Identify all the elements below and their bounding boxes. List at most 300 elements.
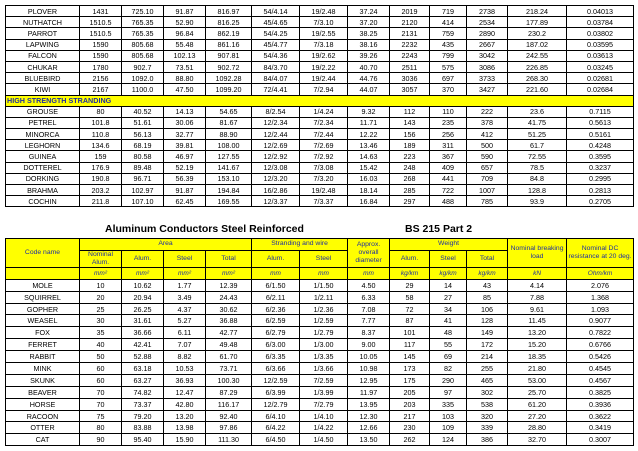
table-cell: 7/3.18: [300, 39, 348, 50]
table-cell: 12.95: [348, 374, 390, 386]
table-cell: 35: [80, 327, 122, 339]
table-cell: 2232: [390, 39, 430, 50]
table-cell: 725.10: [122, 6, 164, 17]
table-cell: 11.71: [348, 117, 390, 128]
header-area-steel: Steel: [164, 250, 206, 267]
table-cell: 70: [80, 398, 122, 410]
table-row: [6, 39, 634, 50]
table-cell: 1/4.50: [300, 434, 348, 446]
unit-cell: mm²: [122, 267, 164, 279]
table-cell: 12.22: [348, 129, 390, 140]
table-cell: 7.77: [348, 315, 390, 327]
table-cell: 26.25: [122, 303, 164, 315]
table-cell: 73.71: [206, 363, 252, 375]
table-cell: 13.46: [348, 140, 390, 151]
table-cell: 907.81: [206, 50, 252, 61]
table-cell: 0.4248: [567, 140, 634, 151]
table-cell: 27: [430, 291, 467, 303]
table-row: [6, 84, 634, 95]
table-cell: 7/2.69: [300, 140, 348, 151]
table-cell: 61.70: [206, 351, 252, 363]
table-cell: 1/4.22: [300, 422, 348, 434]
code-name-cell: HORSE: [6, 398, 80, 410]
unit-cell: mm²: [164, 267, 206, 279]
table-cell: 223: [390, 151, 430, 162]
table-cell: 15.20: [508, 339, 567, 351]
table-cell: 1092.28: [206, 73, 252, 84]
code-name-cell: OTTER: [6, 422, 80, 434]
table-cell: 205: [390, 386, 430, 398]
table-row: [6, 327, 634, 339]
header-breaking-load: Nominal breaking load: [508, 239, 567, 268]
header-strand-steel: Steel: [300, 250, 348, 267]
code-name-cell: SKUNK: [6, 374, 80, 386]
unit-cell: kg/km: [430, 267, 467, 279]
header-approx-diameter: Approx. overall diameter: [348, 239, 390, 268]
unit-cell: kg/km: [390, 267, 430, 279]
table-row: [6, 6, 634, 17]
table-cell: 20: [80, 291, 122, 303]
table-cell: 84.8: [508, 173, 567, 184]
table-cell: 54/4.14: [252, 6, 300, 17]
table-cell: 80.58: [122, 151, 164, 162]
table-cell: 85: [467, 291, 508, 303]
table-cell: 0.7822: [567, 327, 634, 339]
table-cell: 0.6766: [567, 339, 634, 351]
table-cell: 173: [390, 363, 430, 375]
header-area-alum: Alum.: [122, 250, 164, 267]
table-cell: 95.40: [122, 434, 164, 446]
table-cell: 1431: [80, 6, 122, 17]
top-table-body-b: [6, 106, 634, 207]
table-row: [6, 386, 634, 398]
table-cell: 0.2995: [567, 173, 634, 184]
table-cell: 8/2.54: [252, 106, 300, 117]
table-cell: 124: [430, 434, 467, 446]
table-cell: 52.88: [122, 351, 164, 363]
table-cell: 42.77: [206, 327, 252, 339]
table-cell: 2156: [80, 73, 122, 84]
code-name-cell: DOTTEREL: [6, 162, 80, 173]
table-cell: 290: [430, 374, 467, 386]
table-cell: 72/4.41: [252, 84, 300, 95]
table-cell: 0.3825: [567, 386, 634, 398]
table-title: Aluminum Conductors Steel Reinforced: [105, 223, 304, 235]
table-cell: 34: [430, 303, 467, 315]
table-cell: 18.35: [508, 351, 567, 363]
table-cell: 6/4.22: [252, 422, 300, 434]
table-cell: 102.97: [122, 185, 164, 196]
table-cell: 268: [390, 173, 430, 184]
table-cell: 14.63: [348, 151, 390, 162]
table-cell: 40.70: [348, 61, 390, 72]
code-name-cell: LEGHORN: [6, 140, 80, 151]
section-header: [6, 95, 634, 106]
table-cell: 719: [430, 6, 467, 17]
table-cell: 50: [80, 351, 122, 363]
table-cell: 60: [80, 363, 122, 375]
table-cell: 335: [430, 398, 467, 410]
table-cell: 109: [430, 422, 467, 434]
table-cell: 46.97: [164, 151, 206, 162]
table-cell: 7.08: [348, 303, 390, 315]
code-name-cell: CAT: [6, 434, 80, 446]
table-cell: 6/4.50: [252, 434, 300, 446]
table-cell: 78.5: [508, 162, 567, 173]
acsr-table-body: [6, 279, 634, 445]
code-name-cell: FERRET: [6, 339, 80, 351]
table-cell: 68.19: [122, 140, 164, 151]
table-cell: 54/4.25: [252, 28, 300, 39]
table-cell: 230.2: [508, 28, 567, 39]
table-cell: 3086: [467, 61, 508, 72]
code-name-cell: NUTHATCH: [6, 17, 80, 28]
table-cell: 7/2.34: [300, 117, 348, 128]
table-cell: 47.50: [164, 84, 206, 95]
table-cell: 80: [80, 422, 122, 434]
table-row: [6, 291, 634, 303]
table-cell: 367: [430, 151, 467, 162]
table-cell: 235: [430, 117, 467, 128]
table-cell: 12.30: [348, 410, 390, 422]
table-cell: 13.98: [164, 422, 206, 434]
table-cell: 412: [467, 129, 508, 140]
table-cell: 6/2.36: [252, 303, 300, 315]
unit-cell: kN: [508, 267, 567, 279]
table-cell: 722: [430, 185, 467, 196]
table-cell: 55: [430, 339, 467, 351]
table-cell: 37.24: [348, 6, 390, 17]
table-cell: 386: [467, 434, 508, 446]
table-cell: 7/3.10: [300, 17, 348, 28]
table-cell: 6.33: [348, 291, 390, 303]
table-cell: 12/3.20: [252, 173, 300, 184]
table-cell: 709: [467, 173, 508, 184]
table-cell: 41: [430, 315, 467, 327]
table-cell: 3057: [390, 84, 430, 95]
table-cell: 30: [80, 315, 122, 327]
table-row: [6, 140, 634, 151]
table-cell: 156: [390, 129, 430, 140]
table-cell: 7/3.08: [300, 162, 348, 173]
code-name-cell: LAPWING: [6, 39, 80, 50]
table-cell: 42.80: [164, 398, 206, 410]
table-row: [6, 106, 634, 117]
unit-cell: mm: [300, 267, 348, 279]
table-cell: 0.03802: [567, 28, 634, 39]
table-cell: 785: [467, 196, 508, 207]
table-cell: 2131: [390, 28, 430, 39]
table-cell: 8.37: [348, 327, 390, 339]
table-cell: 93.9: [508, 196, 567, 207]
unit-cell: kg/km: [467, 267, 508, 279]
table-cell: 816.97: [206, 6, 252, 17]
table-cell: 10.62: [122, 279, 164, 291]
table-cell: 7/2.59: [300, 374, 348, 386]
table-cell: 56.39: [164, 173, 206, 184]
table-row: [6, 173, 634, 184]
table-cell: 409: [430, 162, 467, 173]
table-cell: 16.84: [348, 196, 390, 207]
table-cell: 500: [467, 140, 508, 151]
table-cell: 45/4.65: [252, 17, 300, 28]
table-row: [6, 196, 634, 207]
table-cell: 82: [430, 363, 467, 375]
table-cell: 6/3.00: [252, 339, 300, 351]
table-cell: 10.98: [348, 363, 390, 375]
section-label-high-strength: HIGH STRENGTH STRANDING: [6, 95, 634, 106]
table-cell: 41.75: [508, 117, 567, 128]
table-cell: 62.45: [164, 196, 206, 207]
table-cell: 19/2.62: [300, 50, 348, 61]
table-cell: 21.80: [508, 363, 567, 375]
table-cell: 1/2.11: [300, 291, 348, 303]
table-cell: 3.49: [164, 291, 206, 303]
table-cell: 74.82: [122, 386, 164, 398]
table-cell: 45/4.77: [252, 39, 300, 50]
table-cell: 339: [467, 422, 508, 434]
table-cell: 3427: [467, 84, 508, 95]
table-cell: 218.24: [508, 6, 567, 17]
table-cell: 1/4.24: [300, 106, 348, 117]
table-cell: 242.55: [508, 50, 567, 61]
table-cell: 1.368: [567, 291, 634, 303]
table-row: [6, 162, 634, 173]
table-cell: 40: [80, 339, 122, 351]
table-cell: 73.51: [164, 61, 206, 72]
table-cell: 96.84: [164, 28, 206, 39]
code-name-cell: BEAVER: [6, 386, 80, 398]
table-row: [6, 315, 634, 327]
table-cell: 73.37: [122, 398, 164, 410]
table-cell: 902.72: [206, 61, 252, 72]
table-row: [6, 129, 634, 140]
code-name-cell: FOX: [6, 327, 80, 339]
standard-label: BS 215 Part 2: [405, 223, 473, 235]
header-strand-alum: Alum.: [252, 250, 300, 267]
table-cell: 0.4567: [567, 374, 634, 386]
table-cell: 58: [390, 291, 430, 303]
table-cell: 48: [430, 327, 467, 339]
table-cell: 49.48: [206, 339, 252, 351]
table-cell: 12/3.37: [252, 196, 300, 207]
table-cell: 13.95: [348, 398, 390, 410]
table-cell: 805.68: [122, 39, 164, 50]
table-cell: 7/3.20: [300, 173, 348, 184]
table-cell: 38.16: [348, 39, 390, 50]
table-cell: 128: [467, 315, 508, 327]
table-cell: 657: [467, 162, 508, 173]
table-cell: 56.13: [122, 129, 164, 140]
table-cell: 0.03245: [567, 61, 634, 72]
table-cell: 7.07: [164, 339, 206, 351]
table-cell: 51.25: [508, 129, 567, 140]
table-cell: 3036: [390, 73, 430, 84]
table-cell: 1.093: [567, 303, 634, 315]
table-cell: 2511: [390, 61, 430, 72]
table-row: [6, 61, 634, 72]
table-cell: 16.03: [348, 173, 390, 184]
table-cell: 63.18: [122, 363, 164, 375]
table-cell: 89.48: [122, 162, 164, 173]
table-cell: 37.20: [348, 17, 390, 28]
table-cell: 0.3007: [567, 434, 634, 446]
table-cell: 2.076: [567, 279, 634, 291]
table-cell: 172: [467, 339, 508, 351]
table-cell: 12/2.79: [252, 398, 300, 410]
table-cell: 69: [430, 351, 467, 363]
table-row: [6, 422, 634, 434]
table-cell: 60: [80, 374, 122, 386]
table-cell: 80: [80, 106, 122, 117]
table-row: [6, 117, 634, 128]
table-cell: 6/2.11: [252, 291, 300, 303]
table-cell: 10.53: [164, 363, 206, 375]
table-cell: 117: [390, 339, 430, 351]
table-cell: 6/2.59: [252, 315, 300, 327]
table-cell: 43: [467, 279, 508, 291]
table-cell: 0.2813: [567, 185, 634, 196]
table-cell: 88.90: [206, 129, 252, 140]
table-cell: 9.00: [348, 339, 390, 351]
table-cell: 370: [430, 84, 467, 95]
table-cell: 0.03595: [567, 39, 634, 50]
table-cell: 61.7: [508, 140, 567, 151]
table-cell: 1/3.00: [300, 339, 348, 351]
table-cell: 92.40: [206, 410, 252, 422]
table-cell: 861.16: [206, 39, 252, 50]
table-cell: 12.66: [348, 422, 390, 434]
table-cell: 799: [430, 50, 467, 61]
table-row: [6, 398, 634, 410]
table-cell: 159: [80, 151, 122, 162]
header-dc-resistance: Nominal DC resistance at 20 deg.: [567, 239, 634, 268]
table-cell: 107.10: [122, 196, 164, 207]
code-name-cell: PARROT: [6, 28, 80, 39]
table-cell: 285: [390, 185, 430, 196]
table-cell: 230: [390, 422, 430, 434]
table-cell: 4.14: [508, 279, 567, 291]
table-cell: 222: [467, 106, 508, 117]
table-cell: 0.7115: [567, 106, 634, 117]
table-cell: 6/3.66: [252, 363, 300, 375]
table-cell: 1/2.36: [300, 303, 348, 315]
table-cell: 575: [430, 61, 467, 72]
table-cell: 40.52: [122, 106, 164, 117]
table-cell: 169.55: [206, 196, 252, 207]
table-cell: 697: [430, 73, 467, 84]
table-cell: 61.20: [508, 398, 567, 410]
table-cell: 81.67: [206, 117, 252, 128]
table-cell: 134.6: [80, 140, 122, 151]
table-cell: 32.77: [164, 129, 206, 140]
table-cell: 0.03613: [567, 50, 634, 61]
table-cell: 190.8: [80, 173, 122, 184]
table-cell: 4.37: [164, 303, 206, 315]
table-cell: 2534: [467, 17, 508, 28]
table-cell: 7.88: [508, 291, 567, 303]
code-name-cell: BRAHMA: [6, 185, 80, 196]
table-cell: 127.55: [206, 151, 252, 162]
table-cell: 0.5613: [567, 117, 634, 128]
conductor-table-acsr: [5, 238, 634, 446]
table-cell: 72: [390, 303, 430, 315]
table-cell: 23.6: [508, 106, 567, 117]
table-cell: 175: [390, 374, 430, 386]
header-area-total: Total: [206, 250, 252, 267]
code-name-cell: GROUSE: [6, 106, 80, 117]
table-cell: 42.41: [122, 339, 164, 351]
table-cell: 435: [430, 39, 467, 50]
table-cell: 11.45: [508, 315, 567, 327]
table-cell: 268.30: [508, 73, 567, 84]
table-cell: 0.2705: [567, 196, 634, 207]
table-cell: 100.30: [206, 374, 252, 386]
unit-cell: mm: [252, 267, 300, 279]
table-cell: 52.19: [164, 162, 206, 173]
table-cell: 18.14: [348, 185, 390, 196]
table-cell: 0.03784: [567, 17, 634, 28]
table-cell: 7/2.79: [300, 398, 348, 410]
table-row: [6, 303, 634, 315]
header-stranding: Stranding and wire: [252, 239, 348, 251]
table-cell: 6/2.79: [252, 327, 300, 339]
table-cell: 116.17: [206, 398, 252, 410]
table-cell: 805.68: [122, 50, 164, 61]
table-cell: 0.5426: [567, 351, 634, 363]
table-cell: 31.61: [122, 315, 164, 327]
table-cell: 0.3595: [567, 151, 634, 162]
table-cell: 16/2.86: [252, 185, 300, 196]
table-cell: 1100.0: [122, 84, 164, 95]
table-row: [6, 410, 634, 422]
table-cell: 12.47: [164, 386, 206, 398]
table-cell: 226.85: [508, 61, 567, 72]
table-cell: 1007: [467, 185, 508, 196]
table-cell: 214: [467, 351, 508, 363]
table-cell: 590: [467, 151, 508, 162]
table-cell: 12/2.69: [252, 140, 300, 151]
table-cell: 414: [430, 17, 467, 28]
units-row: [6, 267, 634, 279]
table-cell: 97: [430, 386, 467, 398]
table-cell: 320: [467, 410, 508, 422]
unit-cell-empty: [6, 267, 80, 279]
unit-cell: mm: [348, 267, 390, 279]
table-cell: 20.94: [122, 291, 164, 303]
table-cell: 39.26: [348, 50, 390, 61]
table-row: [6, 279, 634, 291]
header-weight-alum: Alum.: [390, 250, 430, 267]
table-cell: 90: [80, 434, 122, 446]
table-cell: 106: [467, 303, 508, 315]
table-cell: 0.9077: [567, 315, 634, 327]
table-cell: 902.7: [122, 61, 164, 72]
table-cell: 1/1.50: [300, 279, 348, 291]
code-name-cell: DORKING: [6, 173, 80, 184]
table-row: [6, 50, 634, 61]
table-cell: 36.93: [164, 374, 206, 386]
table-cell: 2019: [390, 6, 430, 17]
table-cell: 4.50: [348, 279, 390, 291]
table-cell: 12/2.34: [252, 117, 300, 128]
code-name-cell: BLUEBIRD: [6, 73, 80, 84]
table-cell: 14.13: [164, 106, 206, 117]
table-cell: 6/3.99: [252, 386, 300, 398]
table-cell: 63.27: [122, 374, 164, 386]
table-cell: 0.3237: [567, 162, 634, 173]
table-row: [6, 434, 634, 446]
